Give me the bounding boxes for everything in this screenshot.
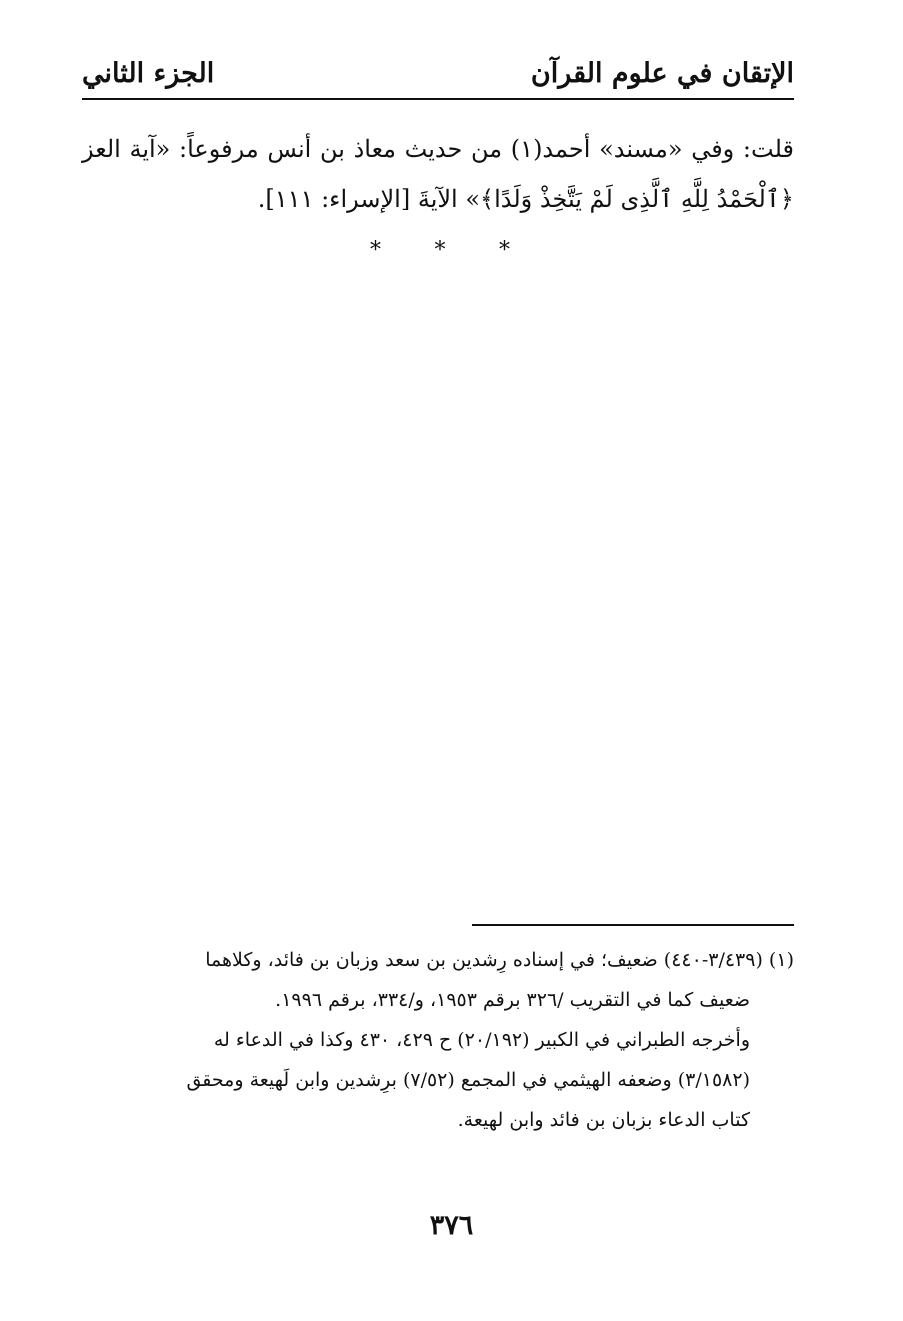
section-separator <box>370 238 510 263</box>
footnote-rule <box>472 924 794 926</box>
footnote-line: ضعيف كما في التقريب /٣٢٦ برقم ١٩٥٣، و/٣٣٤، برقم ١٩٩٦. <box>275 989 750 1011</box>
separator-asterisk: * <box>370 238 381 263</box>
main-paragraph: قلت: وفي «مسند» أحمد(١) من حديث معاذ بن أنس مرفوعاً: «آية العز ﴿ٱلْحَمْدُ لِلَّهِ ٱلَّذِى لَمْ يَتَّخِذْ وَلَدًا﴾» الآيةَ [الإسراء: ١١١]. <box>82 135 794 213</box>
footnotes <box>82 940 794 1140</box>
page-number: ٣٧٦ <box>429 1210 474 1241</box>
footnote-line: كتاب الدعاء بزبان بن فائد وابن لهيعة. <box>457 1109 750 1131</box>
book-title: الإتقان في علوم القرآن <box>530 58 794 89</box>
volume-label: الجزء الثاني <box>82 58 215 89</box>
footnote-line: (٣/١٥٨٢) وضعفه الهيثمي في المجمع (٧/٥٢) برِشدين وابن لَهيعة ومحقق <box>186 1069 750 1091</box>
running-head <box>82 52 794 98</box>
separator-asterisk: * <box>499 238 510 263</box>
separator-asterisk: * <box>434 238 446 263</box>
header-rule <box>82 98 794 100</box>
footnote-line: وأخرجه الطبراني في الكبير (٢٠/١٩٢) ح ٤٢٩، ٤٣٠ وكذا في الدعاء له <box>213 1029 750 1051</box>
footnote-line: (١) (٣/٤٣٩-٤٤٠) ضعيف؛ في إسناده رِشدين بن سعد وزبان بن فائد، وكلاهما <box>205 949 794 971</box>
